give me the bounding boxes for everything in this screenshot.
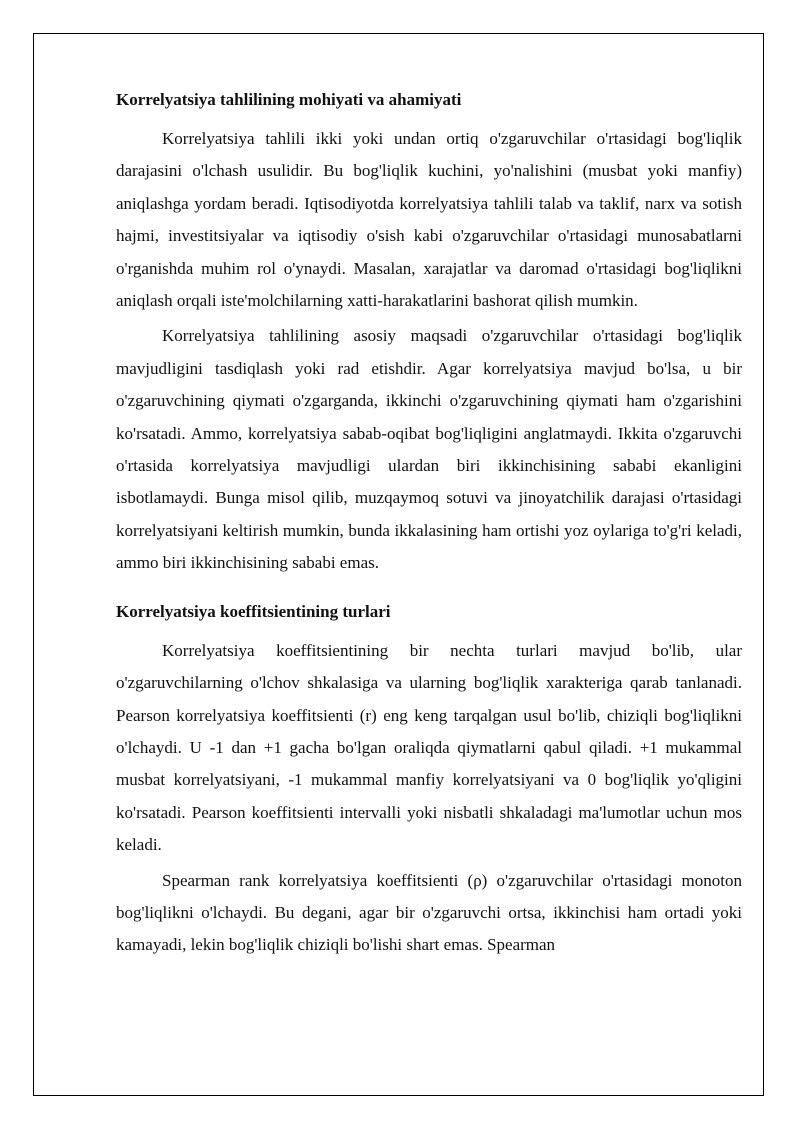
section-heading-1: Korrelyatsiya tahlilining mohiyati va ahamiyati xyxy=(116,90,462,109)
document-body xyxy=(116,85,742,962)
paragraph-1-1: Korrelyatsiya tahlili ikki yoki undan ortiq o'zgaruvchilar o'rtasidagi bog'liqlik darajasini o'lchash usulidir. Bu bog'liqlik kuchini, yo'nalishini (musbat yoki manfiy) aniqlashga yordam beradi. Iqtisodiyotda korrelyatsiya tahlili talab va taklif, narx va sotish hajmi, investitsiyalar va iqtisodiy o'sish kabi o'zgaruvchilar o'rtasidagi munosabatlarni o'rganishda muhim rol o'ynaydi. Masalan, xarajatlar va daromad o'rtasidagi bog'liqlikni aniqlash orqali iste'molchilarning xatti-harakatlarini bashorat qilish mumkin. xyxy=(116,129,742,311)
paragraph-1-2: Korrelyatsiya tahlilining asosiy maqsadi o'zgaruvchilar o'rtasidagi bog'liqlik mavjudligini tasdiqlash yoki rad etishdir. Agar korrelyatsiya mavjud bo'lsa, u bir o'zgaruvchining qiymati o'zgarganda, ikkinchi o'zgaruvchining qiymati ham o'zgarishini ko'rsatadi. Ammo, korrelyatsiya sabab-oqibat bog'liqligini anglatmaydi. Ikkita o'zgaruvchi o'rtasida korrelyatsiya mavjudligi ulardan biri ikkinchisining sababi ekanligini isbotlamaydi. Bunga misol qilib, muzqaymoq sotuvi va jinoyatchilik darajasi o'rtasidagi korrelyatsiyani keltirish mumkin, bunda ikkalasining ham ortishi yoz oylariga to'g'ri keladi, ammo biri ikkinchisining sababi emas. xyxy=(116,326,742,573)
paragraph-2-1: Korrelyatsiya koeffitsientining bir nechta turlari mavjud bo'lib, ular o'zgaruvchilarning o'lchov shkalasiga va ularning bog'liqlik xarakteriga qarab tanlanadi. Pearson korrelyatsiya koeffitsienti (r) eng keng tarqalgan usul bo'lib, chiziqli bog'liqlikni o'lchaydi. U -1 dan +1 gacha bo'lgan oraliqda qiymatlarni qabul qiladi. +1 mukammal musbat korrelyatsiyani, -1 mukammal manfiy korrelyatsiyani va 0 bog'liqlik yo'qligini ko'rsatadi. Pearson koeffitsienti intervalli yoki nisbatli shkaladagi ma'lumotlar uchun mos keladi. xyxy=(116,640,742,855)
section-heading-2: Korrelyatsiya koeffitsientining turlari xyxy=(116,601,391,621)
paragraph-2-2: Spearman rank korrelyatsiya koeffitsienti (ρ) o'zgaruvchilar o'rtasidagi monoton bog'liqlikni o'lchaydi. Bu degani, agar bir o'zgaruvchi ortsa, ikkinchisi ham ortadi yoki kamayadi, lekin bog'liqlik chiziqli bo'lishi shart emas. Spearman xyxy=(116,870,742,955)
